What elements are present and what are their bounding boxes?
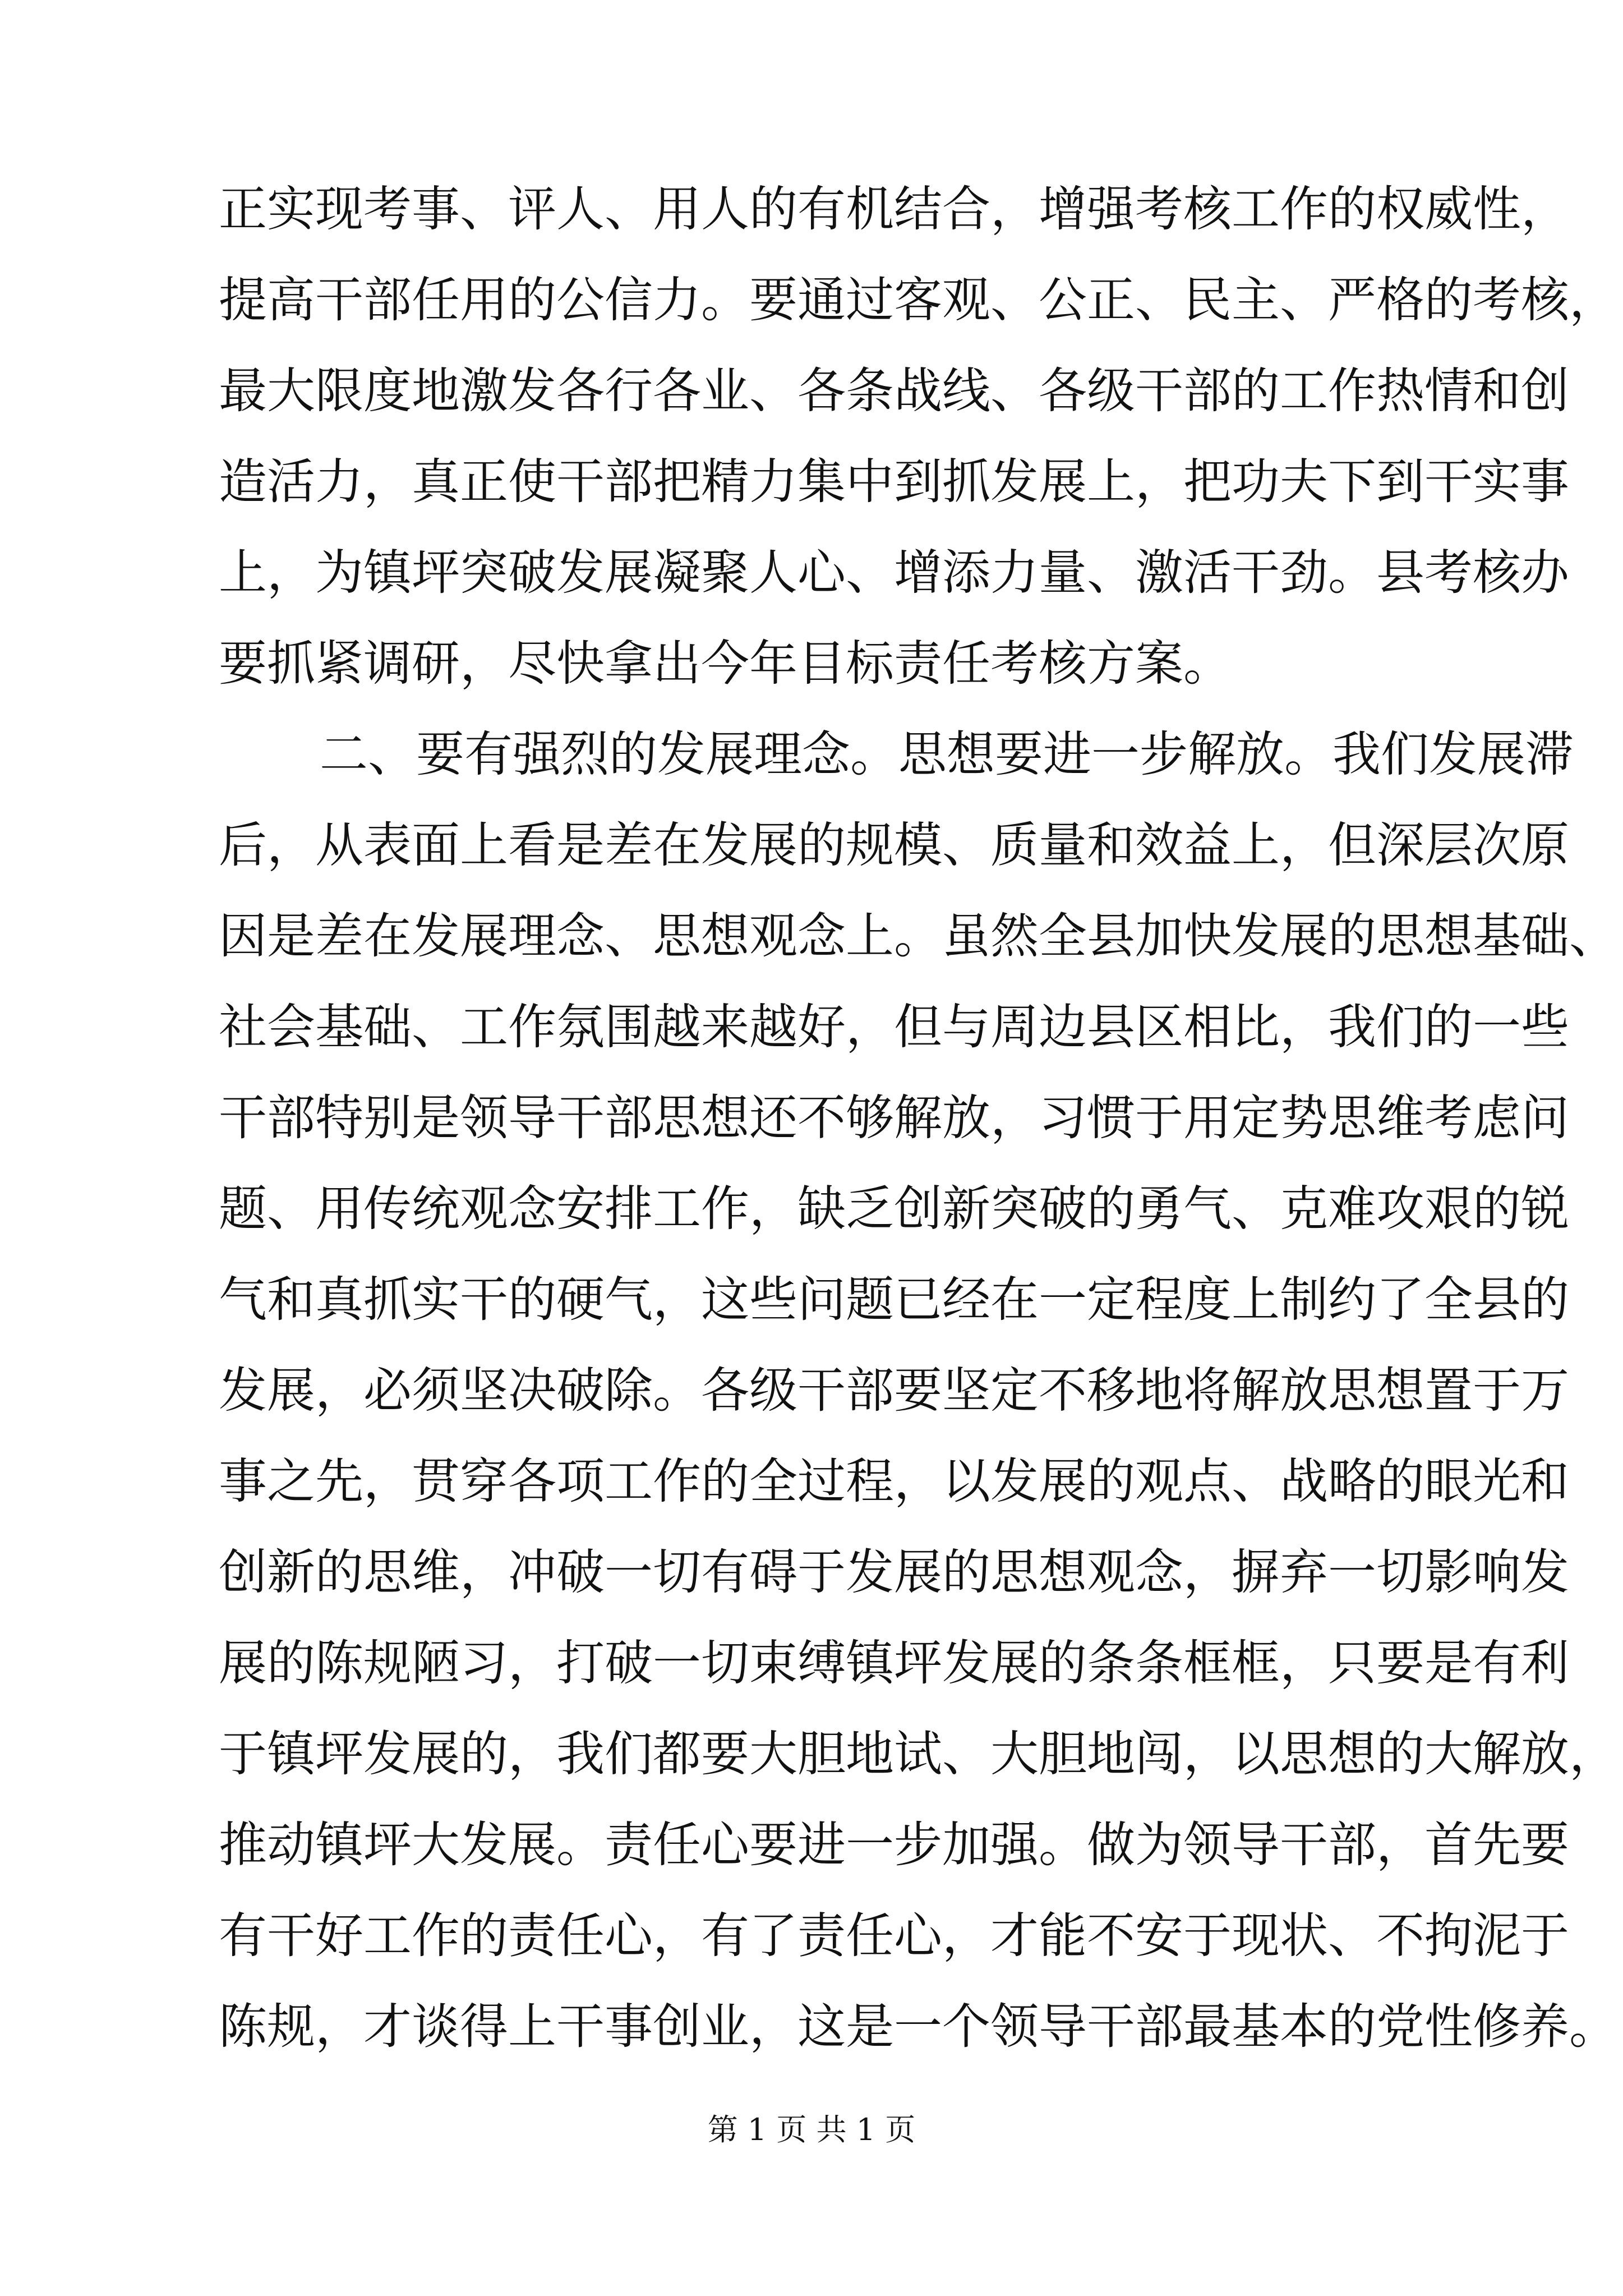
text-line: 展的陈规陋习，打破一切束缚镇坪发展的条条框框，只要是有利 [219,1635,1569,1691]
text-line: 上，为镇坪突破发展凝聚人心、增添力量、激活干劲。县考核办 [219,545,1569,601]
text-line: 创新的思维，冲破一切有碍于发展的思想观念，摒弃一切影响发 [219,1544,1569,1600]
page-footer: 第 1 页 共 1 页 [707,2112,916,2147]
text-line: 提高干部任用的公信力。要通过客观、公正、民主、严格的考核， [219,272,1617,328]
text-line: 要抓紧调研，尽快拿出今年目标责任考核方案。 [219,636,1232,692]
text-line: 发展，必须坚决破除。各级干部要坚定不移地将解放思想置于万 [219,1363,1569,1419]
paragraph-start-line: 二、要有强烈的发展理念。思想要进一步解放。我们发展滞 [320,726,1574,783]
text-line: 于镇坪发展的，我们都要大胆地试、大胆地闯，以思想的大解放， [219,1726,1617,1782]
text-line: 题、用传统观念安排工作，缺乏创新突破的勇气、克难攻艰的锐 [219,1181,1569,1237]
text-line: 气和真抓实干的硬气，这些问题已经在一定程度上制约了全县的 [219,1272,1569,1328]
text-line: 有干好工作的责任心，有了责任心，才能不安于现状、不拘泥于 [219,1908,1569,1964]
text-line: 干部特别是领导干部思想还不够解放，习惯于用定势思维考虑问 [219,1090,1569,1146]
text-line: 事之先，贯穿各项工作的全过程，以发展的观点、战略的眼光和 [219,1453,1569,1510]
text-line: 最大限度地激发各行各业、各条战线、各级干部的工作热情和创 [219,363,1569,419]
text-line: 造活力，真正使干部把精力集中到抓发展上，把功夫下到干实事 [219,454,1569,510]
text-line: 陈规，才谈得上干事创业，这是一个领导干部最基本的党性修养。 [219,1999,1617,2055]
text-line: 正实现考事、评人、用人的有机结合，增强考核工作的权威性， [219,181,1569,237]
text-line: 社会基础、工作氛围越来越好，但与周边县区相比，我们的一些 [219,999,1569,1055]
text-line: 推动镇坪大发展。责任心要进一步加强。做为领导干部，首先要 [219,1817,1569,1873]
text-line: 因是差在发展理念、思想观念上。虽然全县加快发展的思想基础、 [219,908,1617,964]
text-line: 后，从表面上看是差在发展的规模、质量和效益上，但深层次原 [219,817,1569,873]
